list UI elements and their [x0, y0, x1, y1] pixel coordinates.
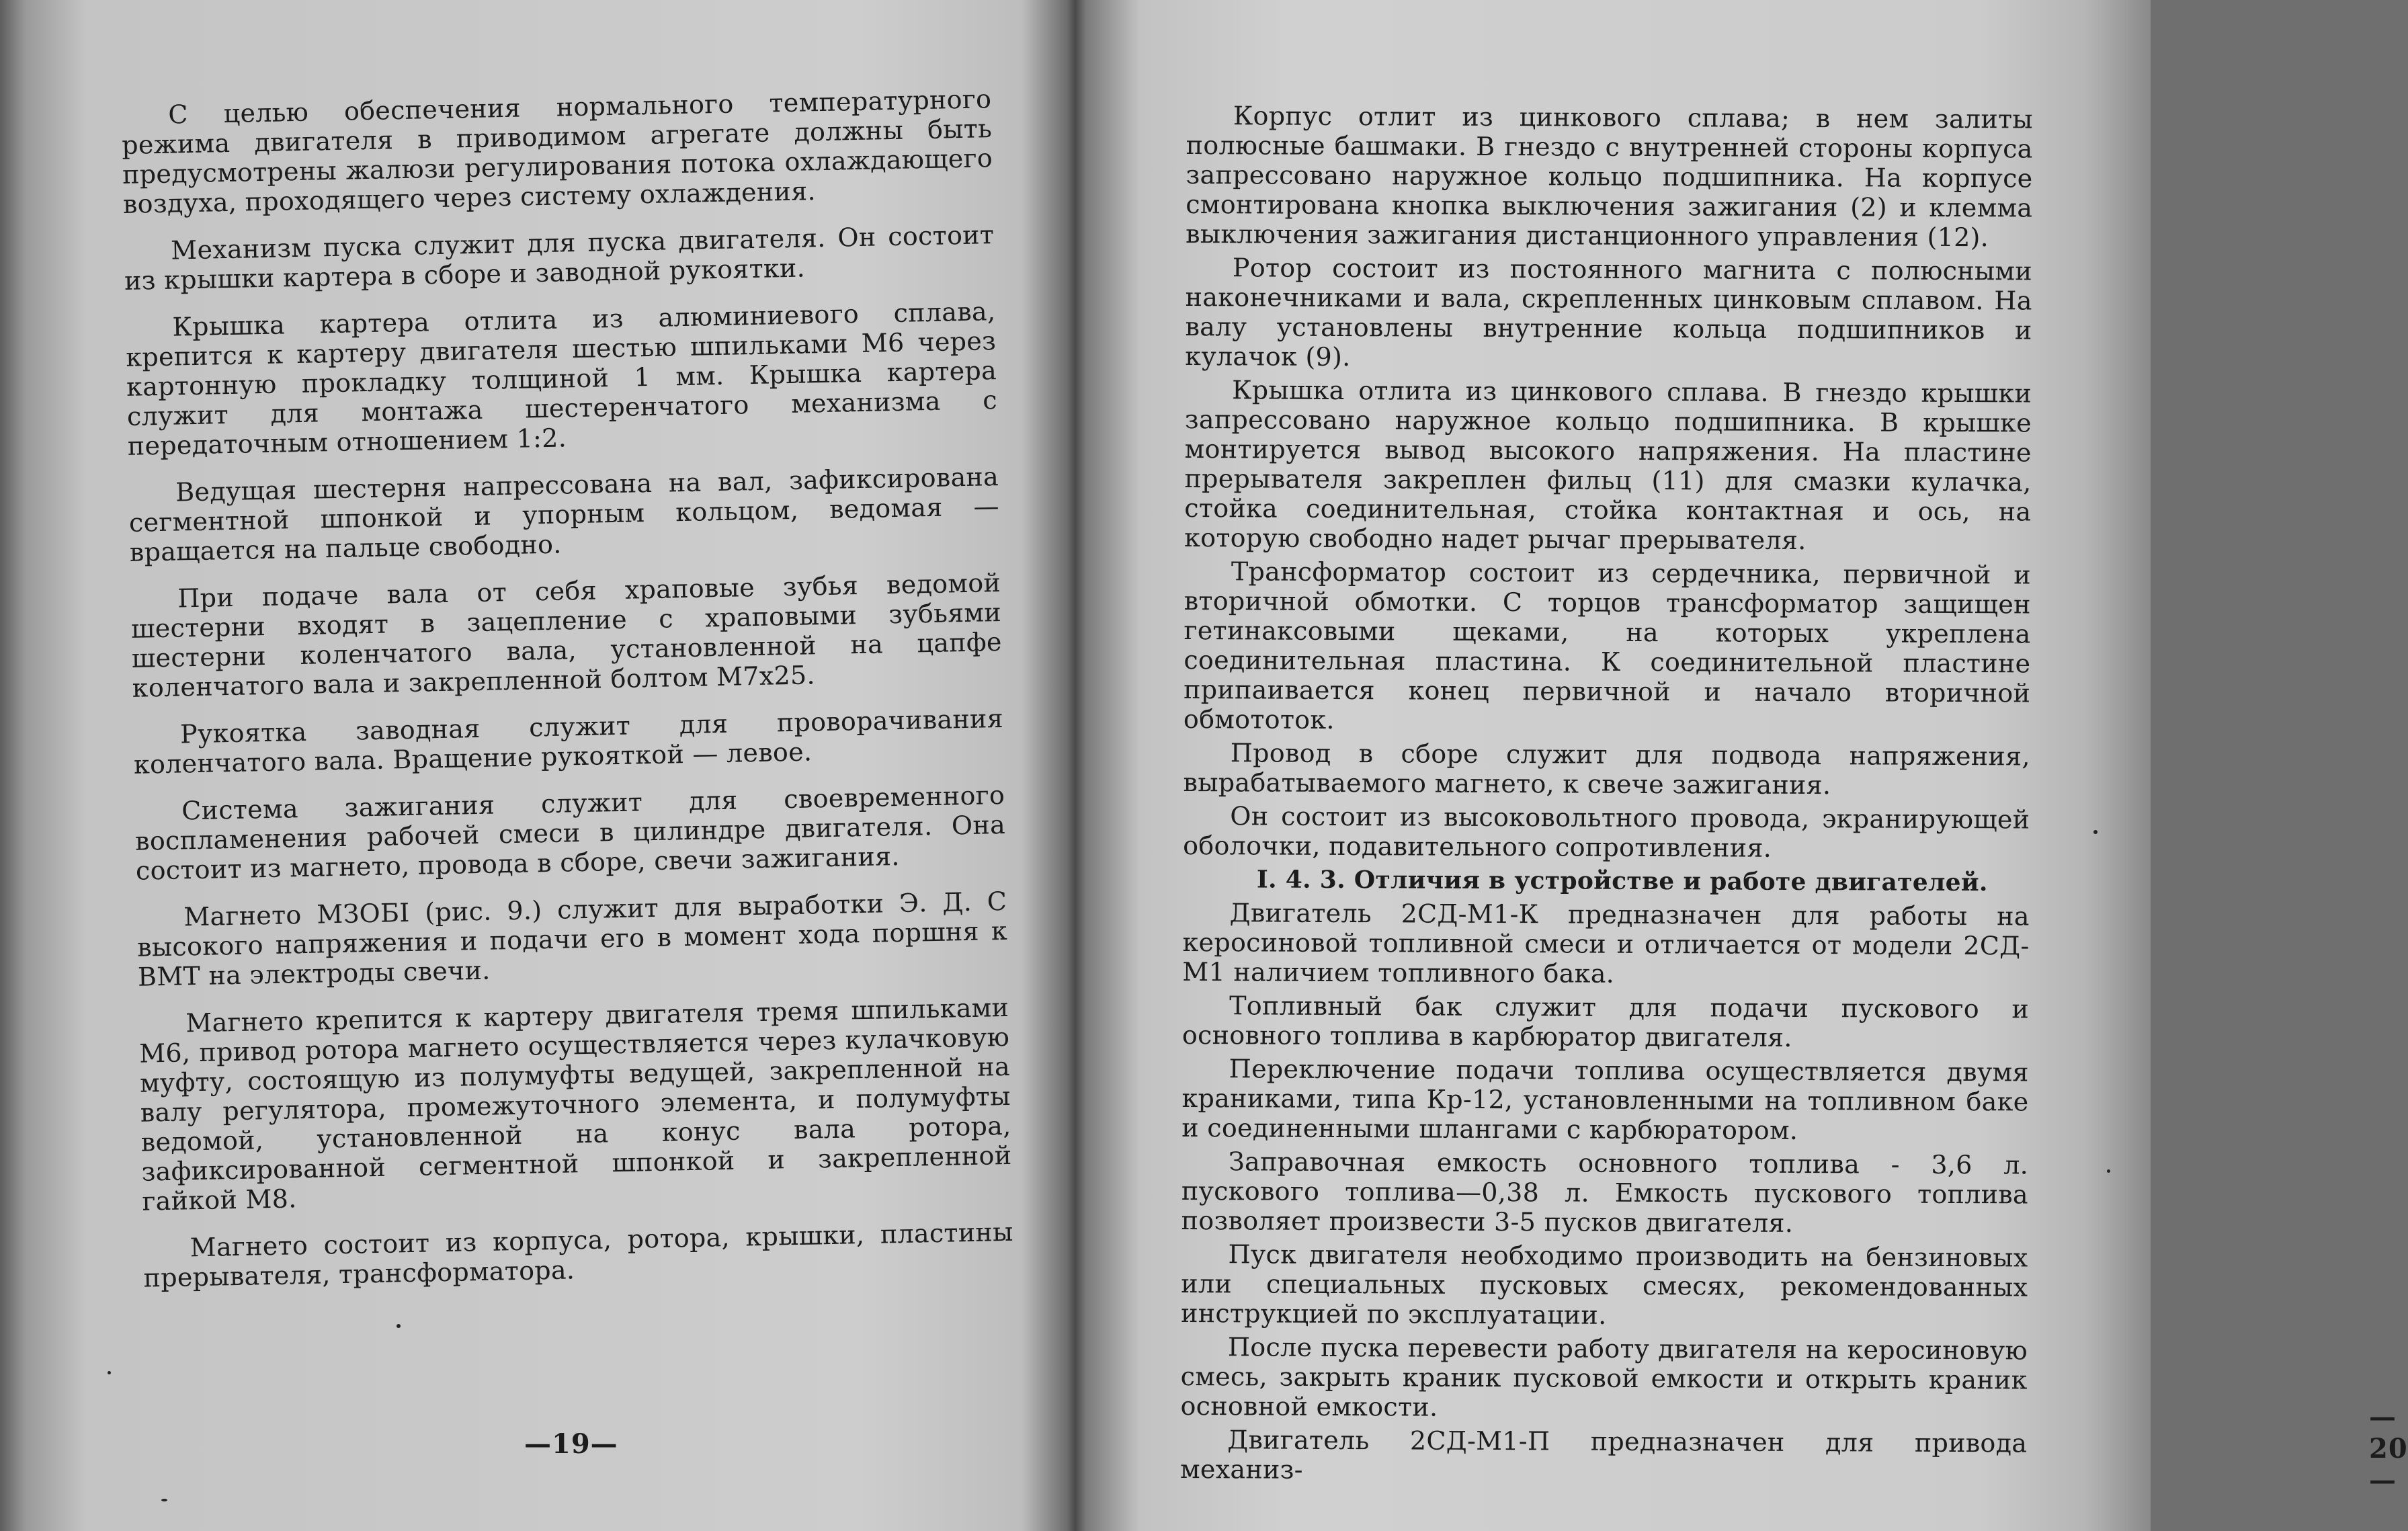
print-speck: [2107, 1169, 2110, 1173]
print-speck: [161, 1499, 167, 1501]
paragraph: Топливный бак служит для подачи пускового и основного топлива в карбюратор двигателя.: [1181, 991, 2030, 1052]
print-speck: [397, 1324, 401, 1328]
paragraph: Крышка картера отлита из алюминиевого сплава, крепится к картеру двигателя шестью шпильками М6 через картонную прокладку толщиной 1 мм. Крышка картера служит для монтажа шестеренчатого механизма с передаточным отношением 1:2.: [125, 296, 998, 461]
paragraph: Он состоит из высоковольтного провода, экранирующей оболочки, подавительного сопротивления.: [1183, 801, 2030, 863]
paragraph: Ведущая шестерня напрессована на вал, зафиксирована сегментной шпонкой и упорным кольцом, ведомая — вращается на пальце свободно.: [128, 462, 1000, 567]
paragraph: Магнето МЗОБI (рис. 9.) служит для выработки Э. Д. С высокого напряжения и подачи его в момент хода поршня к ВМТ на электроды свечи.: [136, 886, 1008, 992]
paragraph: С целью обеспечения нормального температурного режима двигателя в приводимом агрегате должны быть предусмотрены жалюзи регулирования потока охлаждающего воздуха, проходящего через систему охлаждения.: [121, 84, 993, 219]
left-page: [0, 0, 1065, 1531]
paragraph: Провод в сборе служит для подвода напряжения, вырабатываемого магнето, к свече зажигания.: [1183, 738, 2030, 800]
paragraph: Корпус отлит из цинкового сплава; в нем залиты полюсные башмаки. В гнездо с внутренней стороны корпуса запрессовано наружное кольцо подшипника. На корпусе смонтирована кнопка выключения зажигания (2) и клемма выключения зажигания дистанционного управления (12).: [1186, 101, 2033, 253]
print-speck: [108, 1371, 111, 1374]
paragraph: Ротор состоит из постоянного магнита с полюсными наконечниками и вала, скрепленных цинковым сплавом. На валу установлены внутренние кольца подшипников и кулачок (9).: [1185, 253, 2033, 372]
right-page: [1085, 0, 2408, 1531]
paragraph: Крышка отлита из цинкового сплава. В гнездо крышки запрессовано наружное кольцо подшипника. В крышке монтируется вывод высокого напряжения. На пластине прерывателя закреплен фильц (11) для смазки кулачка, стойка соединительная, стойка контактная и ось, на которую свободно надет рычаг прерывателя.: [1184, 375, 2032, 556]
paragraph: Пуск двигателя необходимо производить на бензиновых или специальных пусковых смесях, рекомендованных инструкцией по эксплуатации.: [1181, 1239, 2028, 1330]
paragraph: Магнето состоит из корпуса, ротора, крышки, пластины прерывателя, трансформатора.: [143, 1216, 1013, 1293]
section-heading: I. 4. 3. Отличия в устройстве и работе двигателей.: [1256, 865, 1988, 897]
paragraph: Механизм пуска служит для пуска двигателя. Он состоит из крышки картера в сборе и заводной рукоятки.: [124, 220, 995, 296]
paragraph: Рукоятка заводная служит для проворачивания коленчатого вала. Вращение рукояткой — левое.: [133, 703, 1004, 780]
paragraph: Трансформатор состоит из сердечника, первичной и вторичной обмотки. С торцов трансформатор защищен гетинаксовыми щеками, на которых укреплена соединительная пластина. К соединительной пластине припаивается конец первичной и начало вторичной обмототок.: [1183, 556, 2032, 735]
paragraph: Двигатель 2СД-М1-К предназначен для работы на керосиновой топливной смеси и отличается от модели 2СД-М1 наличием топливного бака.: [1182, 898, 2030, 989]
paragraph: Магнето крепится к картеру двигателя тремя шпильками М6, привод ротора магнето осуществляется через кулачковую муфту, состоящую из полумуфты ведущей, закрепленной на валу регулятора, промежуточного элемента, и полумуфты ведомой, установленной на конус вала ротора, зафиксированной сегментной шпонкой и закрепленной гайкой М8.: [138, 992, 1012, 1216]
page-number: —20—: [2369, 1401, 2408, 1496]
paragraph: Двигатель 2СД-М1-П предназначен для привода механиз-: [1180, 1425, 2028, 1485]
paragraph: Переключение подачи топлива осуществляется двумя краниками, типа Кр-12, установленными на топливном баке и соединенными шлангами с карбюратором.: [1181, 1054, 2029, 1145]
paragraph: Система зажигания служит для своевременного воспламенения рабочей смеси в цилиндре двигателя. Она состоит из магнето, провода в сборе, свечи зажигания.: [134, 780, 1006, 886]
paragraph: При подаче вала от себя храповые зубья ведомой шестерни входят в зацепление с храповыми зубьями шестерни коленчатого вала, установленной на цапфе коленчатого вала и закрепленной болтом М7х25.: [130, 568, 1003, 703]
left-page-text: [121, 84, 1014, 1311]
print-speck: [2093, 830, 2098, 834]
page-number: —19—: [524, 1428, 618, 1460]
right-page-text: [1180, 101, 2033, 1491]
paragraph: После пуска перевести работу двигателя на керосиновую смесь, закрыть краник пусковой емкости и открыть краник основной емкости.: [1180, 1332, 2028, 1422]
paragraph: Заправочная емкость основного топлива - 3,6 л. пускового топлива—0,38 л. Емкость пускового топлива позволяет произвести 3-5 пусков двигателя.: [1181, 1147, 2029, 1238]
